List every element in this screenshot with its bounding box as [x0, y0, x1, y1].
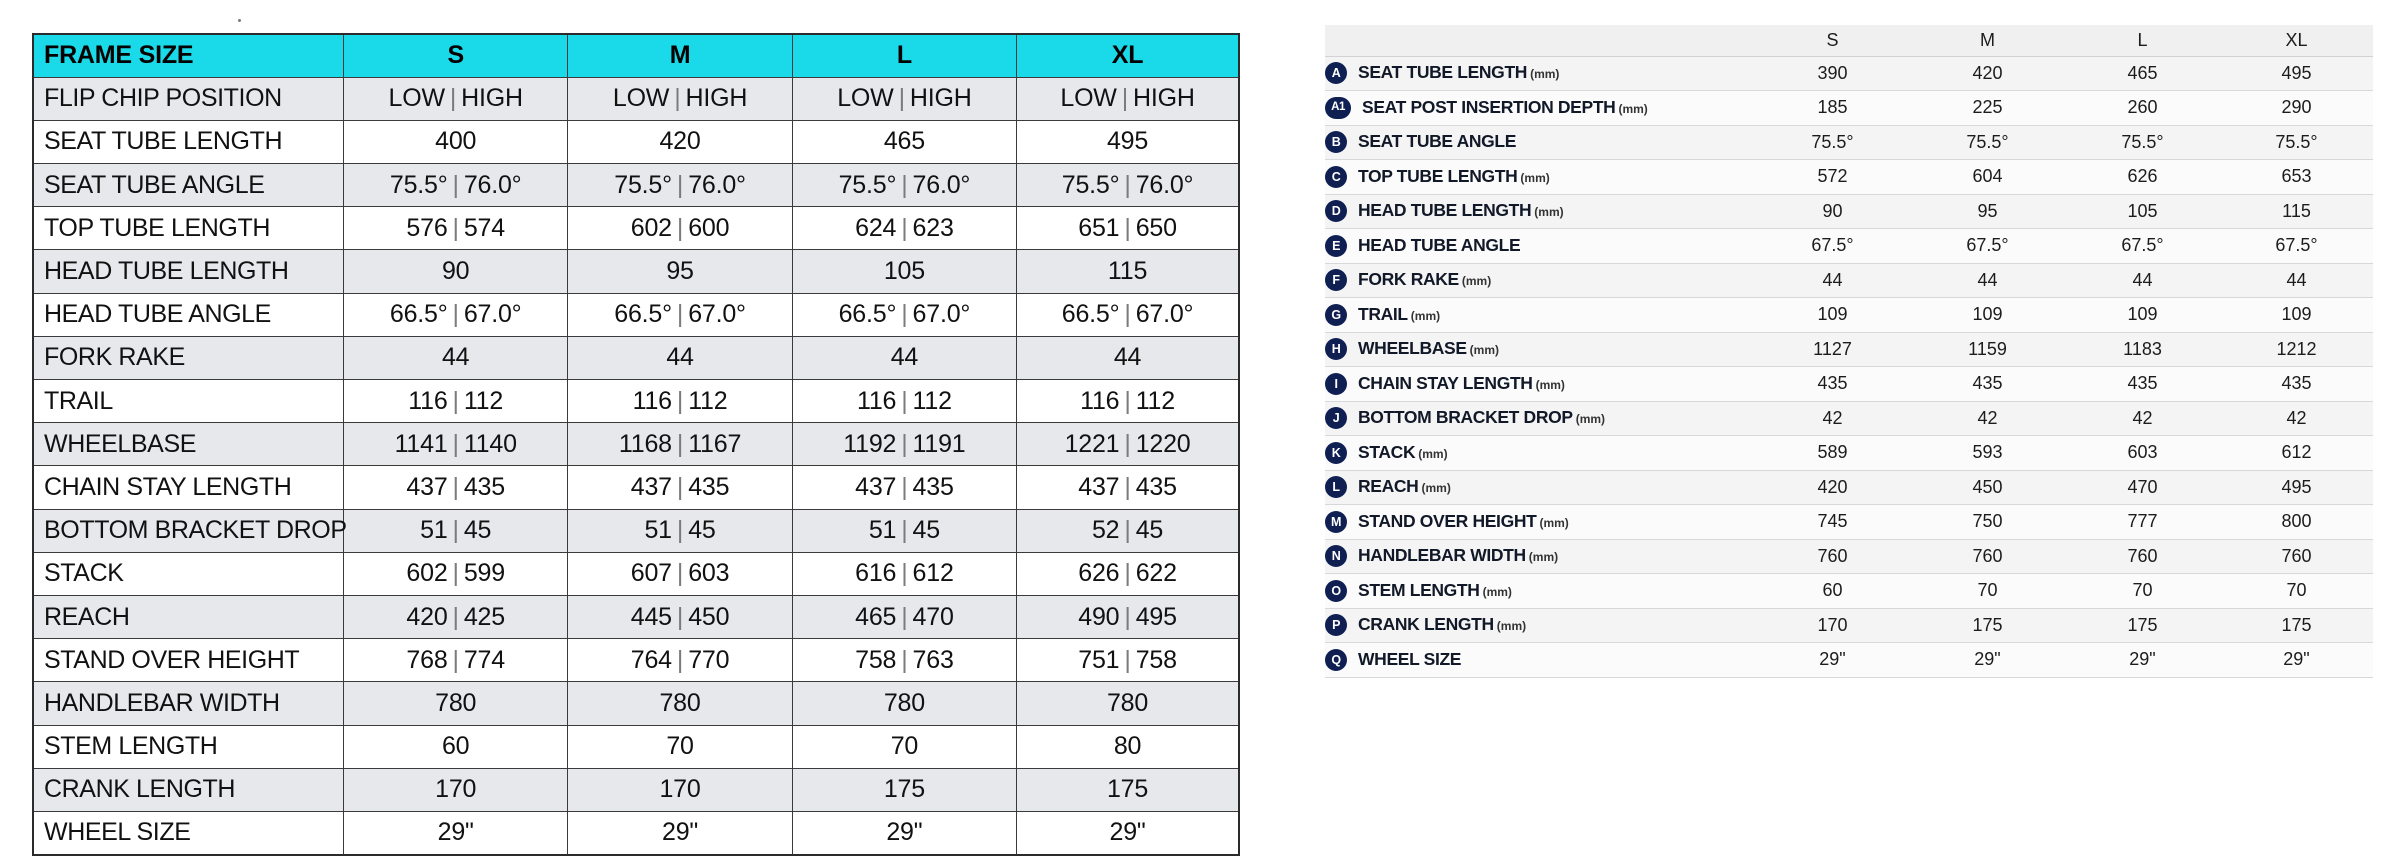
row-label: TOP TUBE LENGTH	[33, 207, 344, 250]
cell-value: 490 | 495	[1017, 595, 1239, 638]
row-label-text: STEM LENGTH	[1358, 579, 1480, 600]
row-label-text: TRAIL	[1358, 303, 1408, 324]
left-header-size-l: L	[792, 34, 1016, 77]
table-row	[1325, 401, 2373, 436]
cell-value: 115	[2220, 194, 2373, 229]
row-label	[1325, 125, 1755, 160]
cell-value: 768 | 774	[344, 639, 568, 682]
cell-value: 44	[344, 336, 568, 379]
cell-value: 75.5° | 76.0°	[792, 164, 1016, 207]
row-unit-text: (mm)	[1461, 274, 1492, 289]
cell-value: 29"	[344, 811, 568, 854]
cell-value: 390	[1755, 56, 1910, 91]
cell-value: 1192 | 1191	[792, 423, 1016, 466]
cell-value: 764 | 770	[568, 639, 792, 682]
measurement-badge-icon: M	[1325, 511, 1347, 533]
row-unit-text: (mm)	[1528, 550, 1559, 565]
cell-value: 616 | 612	[792, 552, 1016, 595]
row-label-text: WHEELBASE	[1358, 338, 1467, 359]
cell-value: 400	[344, 120, 568, 163]
row-label: WHEELBASE	[33, 423, 344, 466]
cell-value: 465	[792, 120, 1016, 163]
cell-value: 750	[1910, 505, 2065, 540]
cell-value: 66.5° | 67.0°	[1017, 293, 1239, 336]
measurement-badge-icon: C	[1325, 166, 1347, 188]
table-row	[1325, 125, 2373, 160]
row-unit-text: (mm)	[1575, 412, 1606, 427]
cell-value: 465 | 470	[792, 595, 1016, 638]
cell-value: 175	[1017, 768, 1239, 811]
right-header-size-l: L	[2065, 25, 2220, 56]
cell-value: 29"	[1910, 643, 2065, 678]
row-unit-text: (mm)	[1496, 619, 1527, 634]
row-label	[1325, 574, 1755, 609]
cell-value: 225	[1910, 91, 2065, 126]
row-unit-text: (mm)	[1618, 101, 1648, 116]
row-unit-text: (mm)	[1469, 343, 1500, 358]
row-label: FORK RAKE	[33, 336, 344, 379]
left-header-size-xl: XL	[1017, 34, 1239, 77]
cell-value: 90	[344, 250, 568, 293]
cell-value: 1141 | 1140	[344, 423, 568, 466]
cell-value: 470	[2065, 470, 2220, 505]
cell-value: 435	[1755, 367, 1910, 402]
left-header-row	[33, 34, 1239, 77]
table-row	[33, 725, 1239, 768]
cell-value: 780	[792, 682, 1016, 725]
measurement-badge-icon: J	[1325, 407, 1347, 429]
row-label	[1325, 332, 1755, 367]
row-label-text: SEAT POST INSERTION DEPTH	[1362, 96, 1616, 117]
cell-value: 66.5° | 67.0°	[792, 293, 1016, 336]
row-label: TRAIL	[33, 380, 344, 423]
cell-value: 175	[2220, 608, 2373, 643]
cell-value: 602 | 600	[568, 207, 792, 250]
cell-value: 437 | 435	[792, 466, 1016, 509]
row-label	[1325, 470, 1755, 505]
cell-value: 67.5°	[2065, 229, 2220, 264]
cell-value: 44	[792, 336, 1016, 379]
cell-value: 51 | 45	[568, 509, 792, 552]
row-label: STEM LENGTH	[33, 725, 344, 768]
cell-value: 1183	[2065, 332, 2220, 367]
row-label-text: SEAT TUBE ANGLE	[1358, 131, 1517, 152]
right-header-blank	[1325, 25, 1755, 56]
cell-value: 109	[2065, 298, 2220, 333]
table-row	[33, 682, 1239, 725]
cell-value: 1221 | 1220	[1017, 423, 1239, 466]
cell-value: 51 | 45	[792, 509, 1016, 552]
right-header-size-m: M	[1910, 25, 2065, 56]
left-geometry-table-container	[32, 33, 1240, 856]
cell-value: 116 | 112	[1017, 380, 1239, 423]
measurement-badge-icon: D	[1325, 200, 1347, 222]
row-label	[1325, 229, 1755, 264]
cell-value: 445 | 450	[568, 595, 792, 638]
table-row	[1325, 263, 2373, 298]
cell-value: 66.5° | 67.0°	[344, 293, 568, 336]
cell-value: 44	[1755, 263, 1910, 298]
row-label	[1325, 298, 1755, 333]
cell-value: 29"	[1755, 643, 1910, 678]
left-geometry-table	[32, 33, 1240, 856]
table-row	[33, 595, 1239, 638]
cell-value: 116 | 112	[568, 380, 792, 423]
cell-value: 29"	[1017, 811, 1239, 854]
cell-value: 29"	[2065, 643, 2220, 678]
cell-value: 435	[2220, 367, 2373, 402]
cell-value: 75.5°	[2220, 125, 2373, 160]
measurement-badge-icon: O	[1325, 580, 1347, 602]
cell-value: 760	[2220, 539, 2373, 574]
row-label-text: SEAT TUBE LENGTH	[1358, 62, 1528, 83]
cell-value: 170	[568, 768, 792, 811]
cell-value: 95	[1910, 194, 2065, 229]
table-row	[33, 509, 1239, 552]
row-label: WHEEL SIZE	[33, 811, 344, 854]
cell-value: 175	[2065, 608, 2220, 643]
cell-value: 758 | 763	[792, 639, 1016, 682]
table-row	[33, 768, 1239, 811]
row-label	[1325, 367, 1755, 402]
left-table-header	[33, 34, 1239, 77]
cell-value: 44	[2065, 263, 2220, 298]
cell-value: 589	[1755, 436, 1910, 471]
measurement-badge-icon: H	[1325, 338, 1347, 360]
table-row	[1325, 194, 2373, 229]
cell-value: 75.5° | 76.0°	[1017, 164, 1239, 207]
right-table-body	[1325, 56, 2373, 677]
cell-value: 572	[1755, 160, 1910, 195]
row-label	[1325, 56, 1755, 91]
row-label: STACK	[33, 552, 344, 595]
cell-value: 435	[2065, 367, 2220, 402]
cell-value: 109	[1755, 298, 1910, 333]
cell-value: LOW | HIGH	[568, 77, 792, 120]
right-geometry-table-container	[1325, 25, 2373, 678]
cell-value: 44	[2220, 263, 2373, 298]
cell-value: 44	[1910, 263, 2065, 298]
cell-value: 29"	[792, 811, 1016, 854]
cell-value: 760	[2065, 539, 2220, 574]
measurement-badge-icon: I	[1325, 373, 1347, 395]
cell-value: 495	[1017, 120, 1239, 163]
table-row	[1325, 505, 2373, 540]
cell-value: 435	[1910, 367, 2065, 402]
measurement-badge-icon: A	[1325, 62, 1347, 84]
row-label	[1325, 263, 1755, 298]
row-label: SEAT TUBE LENGTH	[33, 120, 344, 163]
table-row	[1325, 56, 2373, 91]
cell-value: 170	[1755, 608, 1910, 643]
cell-value: 576 | 574	[344, 207, 568, 250]
cell-value: 109	[1910, 298, 2065, 333]
row-label: REACH	[33, 595, 344, 638]
cell-value: 626 | 622	[1017, 552, 1239, 595]
cell-value: 42	[1755, 401, 1910, 436]
cell-value: 44	[1017, 336, 1239, 379]
cell-value: 1127	[1755, 332, 1910, 367]
measurement-badge-icon: G	[1325, 304, 1347, 326]
cell-value: 260	[2065, 91, 2220, 126]
cell-value: 185	[1755, 91, 1910, 126]
row-label	[1325, 539, 1755, 574]
cell-value: 495	[2220, 56, 2373, 91]
cell-value: 70	[568, 725, 792, 768]
row-label: STAND OVER HEIGHT	[33, 639, 344, 682]
row-label: BOTTOM BRACKET DROP	[33, 509, 344, 552]
cell-value: 1168 | 1167	[568, 423, 792, 466]
cell-value: 60	[1755, 574, 1910, 609]
cell-value: 420	[1755, 470, 1910, 505]
cell-value: 175	[1910, 608, 2065, 643]
table-row	[1325, 470, 2373, 505]
table-row	[33, 120, 1239, 163]
row-label	[1325, 436, 1755, 471]
cell-value: 612	[2220, 436, 2373, 471]
table-row	[33, 336, 1239, 379]
cell-value: 29"	[2220, 643, 2373, 678]
cell-value: 42	[2220, 401, 2373, 436]
left-header-frame-size: FRAME SIZE	[33, 34, 344, 77]
cell-value: 109	[2220, 298, 2373, 333]
row-label	[1325, 608, 1755, 643]
row-label-text: STACK	[1358, 441, 1416, 462]
table-row	[1325, 539, 2373, 574]
cell-value: 290	[2220, 91, 2373, 126]
row-label-text: FORK RAKE	[1358, 269, 1459, 290]
cell-value: 420 | 425	[344, 595, 568, 638]
measurement-badge-icon: E	[1325, 235, 1347, 257]
measurement-badge-icon: K	[1325, 442, 1347, 464]
left-header-size-m: M	[568, 34, 792, 77]
cell-value: 80	[1017, 725, 1239, 768]
row-label-text: CHAIN STAY LENGTH	[1358, 372, 1533, 393]
cell-value: 105	[792, 250, 1016, 293]
cell-value: 70	[2220, 574, 2373, 609]
row-unit-text: (mm)	[1410, 308, 1441, 323]
row-label	[1325, 401, 1755, 436]
cell-value: 602 | 599	[344, 552, 568, 595]
cell-value: 751 | 758	[1017, 639, 1239, 682]
row-label: CHAIN STAY LENGTH	[33, 466, 344, 509]
table-row	[1325, 229, 2373, 264]
cell-value: 95	[568, 250, 792, 293]
row-unit-text: (mm)	[1482, 584, 1512, 599]
cell-value: 116 | 112	[344, 380, 568, 423]
cell-value: 90	[1755, 194, 1910, 229]
cell-value: 52 | 45	[1017, 509, 1239, 552]
cell-value: 420	[568, 120, 792, 163]
cell-value: 437 | 435	[1017, 466, 1239, 509]
cell-value: 60	[344, 725, 568, 768]
cell-value: 745	[1755, 505, 1910, 540]
cell-value: 495	[2220, 470, 2373, 505]
row-unit-text: (mm)	[1535, 377, 1565, 392]
measurement-badge-icon: N	[1325, 545, 1347, 567]
cell-value: 626	[2065, 160, 2220, 195]
cell-value: LOW | HIGH	[1017, 77, 1239, 120]
cell-value: 780	[344, 682, 568, 725]
table-row	[1325, 160, 2373, 195]
cell-value: 42	[2065, 401, 2220, 436]
cell-value: 70	[1910, 574, 2065, 609]
cell-value: 51 | 45	[344, 509, 568, 552]
right-table-header	[1325, 25, 2373, 56]
cell-value: 75.5°	[1910, 125, 2065, 160]
cell-value: 66.5° | 67.0°	[568, 293, 792, 336]
measurement-badge-icon: B	[1325, 131, 1347, 153]
cell-value: 44	[568, 336, 792, 379]
row-label: CRANK LENGTH	[33, 768, 344, 811]
cell-value: 67.5°	[1755, 229, 1910, 264]
cell-value: 75.5° | 76.0°	[568, 164, 792, 207]
right-header-size-xl: XL	[2220, 25, 2373, 56]
cell-value: 75.5°	[2065, 125, 2220, 160]
row-label-text: STAND OVER HEIGHT	[1358, 510, 1537, 531]
table-row	[33, 380, 1239, 423]
row-unit-text: (mm)	[1418, 446, 1448, 461]
cell-value: 760	[1910, 539, 2065, 574]
cell-value: 116 | 112	[792, 380, 1016, 423]
cell-value: 624 | 623	[792, 207, 1016, 250]
row-label: HANDLEBAR WIDTH	[33, 682, 344, 725]
measurement-badge-icon: L	[1325, 476, 1347, 498]
row-unit-text: (mm)	[1520, 170, 1550, 185]
cell-value: 42	[1910, 401, 2065, 436]
cell-value: 437 | 435	[568, 466, 792, 509]
table-row	[33, 552, 1239, 595]
table-row	[1325, 332, 2373, 367]
cell-value: 651 | 650	[1017, 207, 1239, 250]
right-header-row	[1325, 25, 2373, 56]
cell-value: 70	[792, 725, 1016, 768]
row-unit-text: (mm)	[1530, 67, 1560, 82]
row-label: HEAD TUBE LENGTH	[33, 250, 344, 293]
table-row	[33, 164, 1239, 207]
cell-value: 760	[1755, 539, 1910, 574]
cell-value: 75.5°	[1755, 125, 1910, 160]
left-header-size-s: S	[344, 34, 568, 77]
cell-value: 29"	[568, 811, 792, 854]
cell-value: 450	[1910, 470, 2065, 505]
row-label-text: BOTTOM BRACKET DROP	[1358, 407, 1573, 428]
row-label-text: REACH	[1358, 476, 1419, 497]
row-label-text: CRANK LENGTH	[1358, 614, 1494, 635]
cell-value: 607 | 603	[568, 552, 792, 595]
cell-value: 800	[2220, 505, 2373, 540]
row-label: HEAD TUBE ANGLE	[33, 293, 344, 336]
table-row	[33, 639, 1239, 682]
cell-value: 75.5° | 76.0°	[344, 164, 568, 207]
cell-value: 593	[1910, 436, 2065, 471]
table-row	[33, 423, 1239, 466]
row-unit-text: (mm)	[1539, 515, 1569, 530]
row-label	[1325, 91, 1755, 126]
table-row	[33, 466, 1239, 509]
cell-value: 105	[2065, 194, 2220, 229]
table-row	[1325, 436, 2373, 471]
row-label	[1325, 505, 1755, 540]
table-row	[1325, 608, 2373, 643]
cell-value: 175	[792, 768, 1016, 811]
cell-value: 1159	[1910, 332, 2065, 367]
cell-value: 437 | 435	[344, 466, 568, 509]
cell-value: 1212	[2220, 332, 2373, 367]
cell-value: 653	[2220, 160, 2373, 195]
cell-value: LOW | HIGH	[344, 77, 568, 120]
table-row	[1325, 643, 2373, 678]
cell-value: 67.5°	[1910, 229, 2065, 264]
table-row	[33, 811, 1239, 854]
cell-value: 465	[2065, 56, 2220, 91]
cell-value: 780	[1017, 682, 1239, 725]
cell-value: 420	[1910, 56, 2065, 91]
stray-dot-mark	[238, 19, 241, 22]
table-row	[33, 77, 1239, 120]
cell-value: 70	[2065, 574, 2220, 609]
row-label-text: HEAD TUBE ANGLE	[1358, 234, 1521, 255]
row-label-text: TOP TUBE LENGTH	[1358, 165, 1518, 186]
cell-value: 780	[568, 682, 792, 725]
table-row	[1325, 91, 2373, 126]
row-label-text: HANDLEBAR WIDTH	[1358, 545, 1526, 566]
row-label: SEAT TUBE ANGLE	[33, 164, 344, 207]
measurement-badge-icon: Q	[1325, 649, 1347, 671]
cell-value: 604	[1910, 160, 2065, 195]
table-row	[1325, 298, 2373, 333]
measurement-badge-icon: P	[1325, 614, 1347, 636]
table-row	[1325, 367, 2373, 402]
cell-value: 603	[2065, 436, 2220, 471]
row-unit-text: (mm)	[1421, 481, 1451, 496]
table-row	[33, 207, 1239, 250]
left-table-body	[33, 77, 1239, 854]
row-label	[1325, 194, 1755, 229]
cell-value: 777	[2065, 505, 2220, 540]
cell-value: 67.5°	[2220, 229, 2373, 264]
table-row	[33, 250, 1239, 293]
row-label-text: HEAD TUBE LENGTH	[1358, 200, 1532, 221]
table-row	[33, 293, 1239, 336]
table-row	[1325, 574, 2373, 609]
row-label	[1325, 160, 1755, 195]
cell-value: LOW | HIGH	[792, 77, 1016, 120]
measurement-badge-icon: A1	[1325, 97, 1351, 119]
row-label: FLIP CHIP POSITION	[33, 77, 344, 120]
row-label	[1325, 643, 1755, 678]
right-geometry-table	[1325, 25, 2373, 678]
right-header-size-s: S	[1755, 25, 1910, 56]
cell-value: 115	[1017, 250, 1239, 293]
cell-value: 170	[344, 768, 568, 811]
row-unit-text: (mm)	[1534, 205, 1564, 220]
measurement-badge-icon: F	[1325, 269, 1347, 291]
row-label-text: WHEEL SIZE	[1358, 648, 1462, 669]
